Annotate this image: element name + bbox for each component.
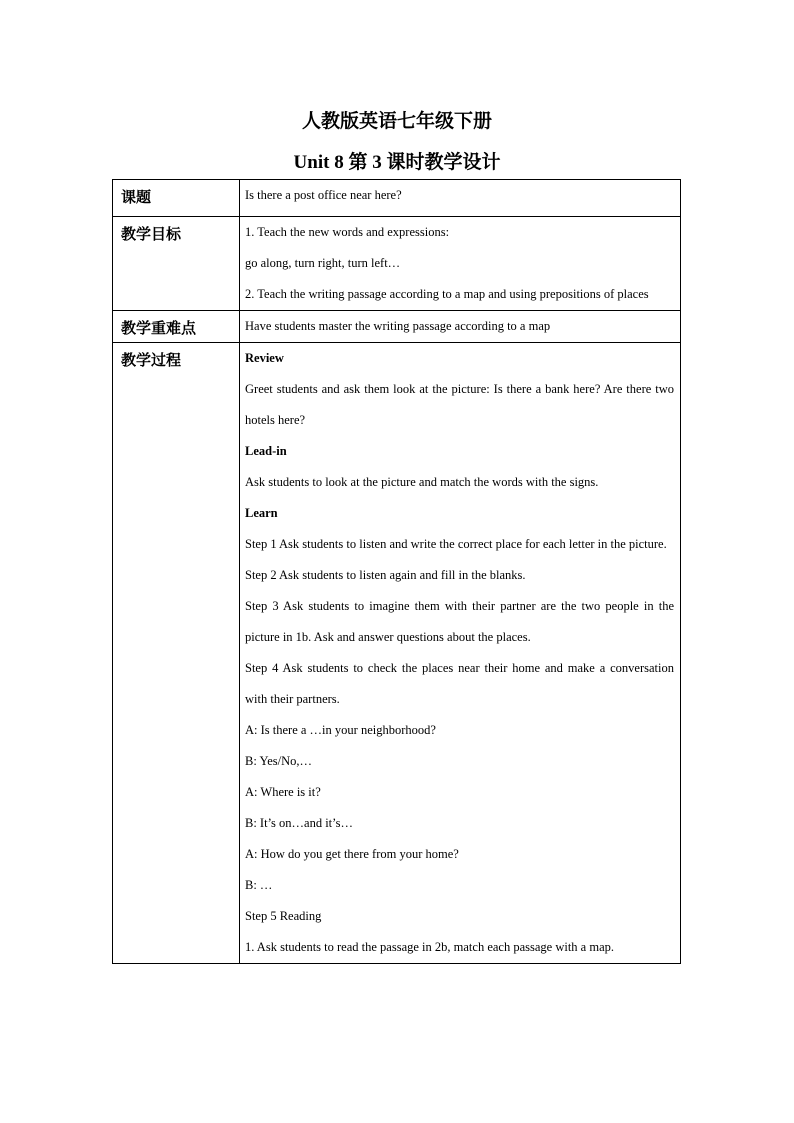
lesson-plan-table [112,179,681,964]
topic-text: Is there a post office near here? [245,188,402,202]
step-5-item-1: 1. Ask students to read the passage in 2b, match each passage with a map. [245,940,615,954]
row-content-key-points [240,311,681,343]
leadin-heading: Lead-in [245,444,287,458]
dialog-line: B: … [245,878,273,892]
review-heading: Review [245,351,284,365]
row-label-key-points: 教学重难点 [113,311,240,343]
step-4-text: Step 4 Ask students to check the places near their home and make a conversation with their partners. [245,661,674,706]
row-content-process [240,343,681,964]
key-points-text: Have students master the writing passage according to a map [245,319,551,333]
table-row-topic [113,180,681,217]
document-subtitle: Unit 8 第 3 课时教学设计 [293,152,501,173]
step-5-heading: Step 5 Reading [245,909,322,923]
review-text: Greet students and ask them look at the picture: Is there a bank here? Are there two hotels here? [245,382,674,427]
dialog-line: B: It’s on…and it’s… [245,816,353,830]
dialog-line: A: How do you get there from your home? [245,847,459,861]
row-content-goals [240,217,681,311]
table-row-goals [113,217,681,311]
goal-line-1: 1. Teach the new words and expressions: [245,225,450,239]
step-3-text: Step 3 Ask students to imagine them with their partner are the two people in the picture in 1b. Ask and answer questions about the places. [245,599,674,644]
goal-line-3: 2. Teach the writing passage according to a map and using prepositions of places [245,287,649,301]
table-row-key-points [113,311,681,343]
leadin-text: Ask students to look at the picture and match the words with the signs. [245,475,599,489]
step-1-text: Step 1 Ask students to listen and write the correct place for each letter in the picture. [245,537,667,551]
row-label-topic: 课题 [113,180,240,217]
step-2-text: Step 2 Ask students to listen again and fill in the blanks. [245,568,526,582]
dialog-line: A: Is there a …in your neighborhood? [245,723,436,737]
table-row-process [113,343,681,964]
goal-line-2: go along, turn right, turn left… [245,256,401,270]
learn-heading: Learn [245,506,278,520]
row-content-topic [240,180,681,217]
row-label-process: 教学过程 [113,343,240,964]
document-title: 人教版英语七年级下册 [301,111,492,132]
dialog-line: B: Yes/No,… [245,754,313,768]
row-label-goals: 教学目标 [113,217,240,311]
dialog-line: A: Where is it? [245,785,321,799]
